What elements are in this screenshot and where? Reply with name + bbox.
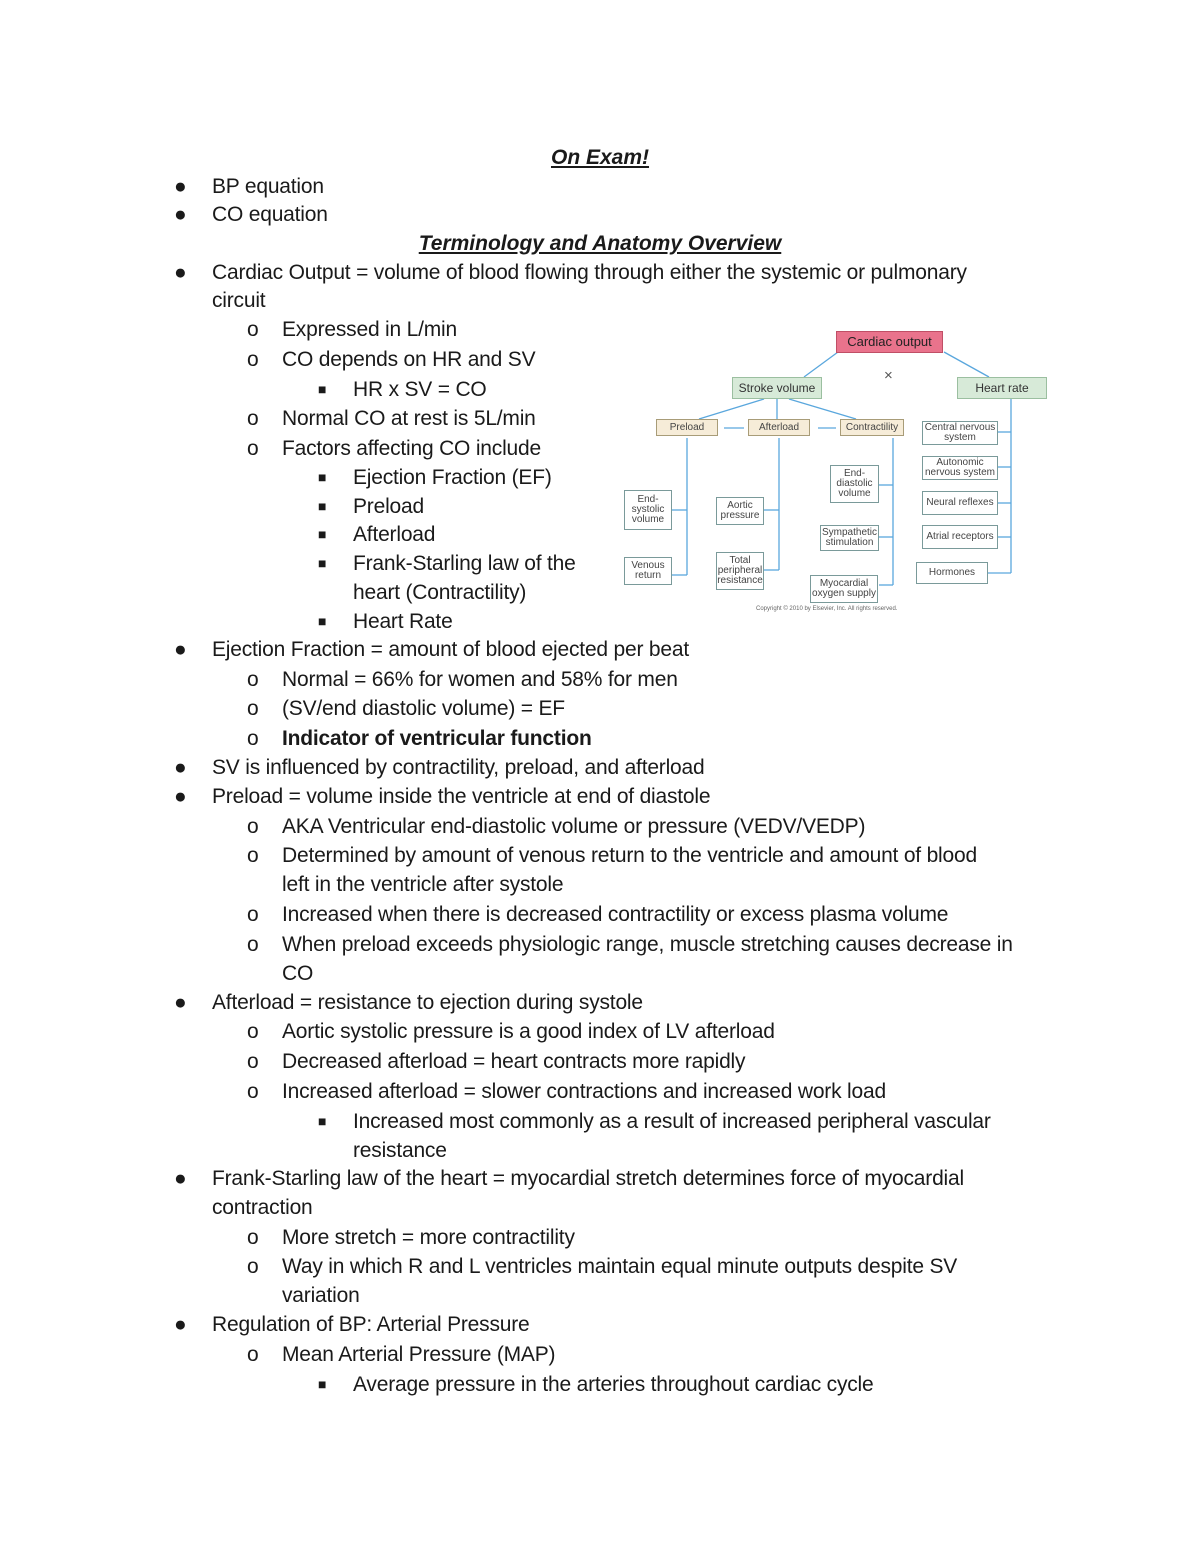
afterload-definition: Afterload = resistance to ejection during systole [212,991,643,1014]
bullet-icon: ● [174,261,187,284]
circle-bullet-icon: o [247,1226,259,1249]
circle-bullet-icon: o [247,668,259,691]
co-definition: Cardiac Output = volume of blood flowing through either the systemic or pulmonary [212,261,967,284]
frank-starling-more: More stretch = more contractility [282,1226,575,1249]
aortic-pressure-box: Aortic pressure [716,497,764,525]
exam-item-bp: BP equation [212,175,324,198]
square-bullet-icon: ■ [318,555,327,571]
preload-aka: AKA Ventricular end-diastolic volume or pressure (VEDV/VEDP) [282,815,866,838]
square-bullet-icon: ■ [318,1376,327,1392]
cardiac-output-diagram [614,325,1054,620]
end-diastolic-volume-box: End-diastolic volume [830,465,879,503]
circle-bullet-icon: o [247,844,259,867]
afterload-increased-cause-cont: resistance [353,1139,447,1162]
square-bullet-icon: ■ [318,613,327,629]
co-units: Expressed in L/min [282,318,457,341]
exam-heading: On Exam! [550,146,650,169]
end-systolic-volume-box: End-systolic volume [624,490,672,530]
sympathetic-stimulation-box: Sympathetic stimulation [820,525,879,551]
afterload-increased-cause: Increased most commonly as a result of increased peripheral vascular [353,1110,991,1133]
circle-bullet-icon: o [247,407,259,430]
total-peripheral-resistance-box: Total peripheral resistance [716,552,764,590]
circle-bullet-icon: o [247,1343,259,1366]
diagram-copyright: Copyright © 2010 by Elsevier, Inc. All rights reserved. [756,606,898,612]
circle-bullet-icon: o [247,348,259,371]
map-definition: Average pressure in the arteries throughout cardiac cycle [353,1373,874,1396]
factor-frank-starling: Frank-Starling law of the [353,552,576,575]
bullet-icon: ● [174,785,187,808]
preload-increased: Increased when there is decreased contractility or excess plasma volume [282,903,949,926]
heart-rate-box: Heart rate [957,377,1047,399]
frank-starling-definition: Frank-Starling law of the heart = myocardial stretch determines force of myocardial [212,1167,964,1190]
afterload-increased: Increased afterload = slower contractions and increased work load [282,1080,886,1103]
hormones-box: Hormones [916,562,988,584]
frank-starling-way: Way in which R and L ventricles maintain equal minute outputs despite SV [282,1255,958,1278]
bp-regulation: Regulation of BP: Arterial Pressure [212,1313,530,1336]
ef-definition: Ejection Fraction = amount of blood ejected per beat [212,638,689,661]
factor-heart-rate: Heart Rate [353,610,453,633]
factor-preload: Preload [353,495,424,518]
neural-reflexes-box: Neural reflexes [922,491,998,515]
co-formula: HR x SV = CO [353,378,487,401]
afterload-decreased: Decreased afterload = heart contracts more rapidly [282,1050,746,1073]
factor-ef: Ejection Fraction (EF) [353,466,552,489]
factor-frank-starling-cont: heart (Contractility) [353,581,527,604]
circle-bullet-icon: o [247,933,259,956]
bullet-icon: ● [174,991,187,1014]
square-bullet-icon: ■ [318,381,327,397]
circle-bullet-icon: o [247,1020,259,1043]
venous-return-box: Venous return [624,557,672,585]
preload-exceeds-cont: CO [282,962,314,985]
frank-starling-definition-cont: contraction [212,1196,313,1219]
bullet-icon: ● [174,1313,187,1336]
ef-formula: (SV/end diastolic volume) = EF [282,697,565,720]
circle-bullet-icon: o [247,815,259,838]
terminology-heading: Terminology and Anatomy Overview [418,232,782,255]
preload-exceeds: When preload exceeds physiologic range, muscle stretching causes decrease in [282,933,1013,956]
preload-determined: Determined by amount of venous return to the ventricle and amount of blood [282,844,977,867]
square-bullet-icon: ■ [318,469,327,485]
exam-item-co: CO equation [212,203,328,226]
square-bullet-icon: ■ [318,1113,327,1129]
myocardial-oxygen-supply-box: Myocardial oxygen supply [810,575,878,603]
afterload-box: Afterload [748,419,810,436]
ef-normal: Normal = 66% for women and 58% for men [282,668,678,691]
map-item: Mean Arterial Pressure (MAP) [282,1343,556,1366]
circle-bullet-icon: o [247,903,259,926]
square-bullet-icon: ■ [318,498,327,514]
ef-indicator: Indicator of ventricular function [282,727,592,750]
frank-starling-way-cont: variation [282,1284,360,1307]
co-depends: CO depends on HR and SV [282,348,536,371]
central-nervous-system-box: Central nervous system [922,421,998,445]
circle-bullet-icon: o [247,437,259,460]
atrial-receptors-box: Atrial receptors [922,525,998,549]
preload-box: Preload [656,419,718,436]
multiply-icon: × [884,367,893,384]
co-factors: Factors affecting CO include [282,437,541,460]
square-bullet-icon: ■ [318,526,327,542]
bullet-icon: ● [174,175,187,198]
circle-bullet-icon: o [247,318,259,341]
circle-bullet-icon: o [247,1050,259,1073]
stroke-volume-box: Stroke volume [732,377,822,399]
sv-influence: SV is influenced by contractility, preload, and afterload [212,756,705,779]
afterload-aortic: Aortic systolic pressure is a good index of LV afterload [282,1020,775,1043]
co-definition-cont: circuit [212,289,266,312]
factor-afterload: Afterload [353,523,436,546]
bullet-icon: ● [174,638,187,661]
preload-determined-cont: left in the ventricle after systole [282,873,564,896]
preload-definition: Preload = volume inside the ventricle at end of diastole [212,785,711,808]
circle-bullet-icon: o [247,1080,259,1103]
contractility-box: Contractility [840,419,904,436]
bullet-icon: ● [174,203,187,226]
circle-bullet-icon: o [247,727,259,750]
cardiac-output-box: Cardiac output [836,331,943,353]
bullet-icon: ● [174,1167,187,1190]
co-normal: Normal CO at rest is 5L/min [282,407,536,430]
circle-bullet-icon: o [247,1255,259,1278]
bullet-icon: ● [174,756,187,779]
circle-bullet-icon: o [247,697,259,720]
autonomic-nervous-system-box: Autonomic nervous system [922,456,998,480]
